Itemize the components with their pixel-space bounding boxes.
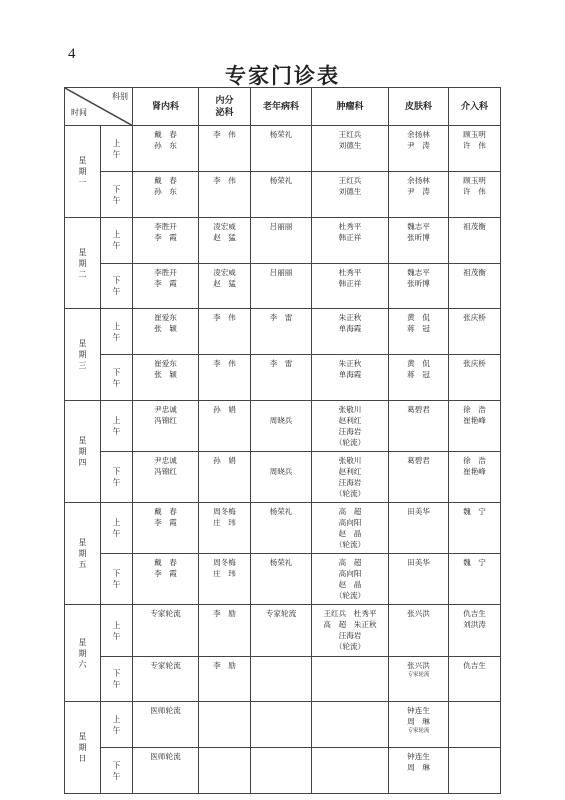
doctor-name: 专家轮流 — [407, 728, 430, 735]
doctor-name: （轮流） — [334, 591, 366, 601]
doctor-name: 赵 晶 — [338, 529, 362, 539]
doctor-name: 专家轮流 — [150, 609, 181, 619]
doctor-name: 蒋 冠 — [407, 370, 430, 380]
department-header: 皮肤科 — [389, 88, 449, 126]
doctor-cell — [251, 605, 312, 656]
doctor-name: 杨荣礼 — [269, 176, 293, 186]
time-slot-label: 上午 — [112, 518, 121, 539]
doctor-name: 专家轮流 — [150, 660, 181, 670]
time-slot-cell — [101, 172, 133, 218]
schedule-row — [65, 503, 501, 554]
time-slot-label: 下午 — [112, 569, 121, 590]
doctor-cell — [449, 702, 501, 748]
doctor-name: 单海霞 — [338, 370, 362, 380]
doctor-cell — [251, 503, 312, 554]
doctor-name: 赵 猛 — [213, 278, 236, 288]
doctor-cell — [133, 656, 199, 702]
doctor-name: 李 霞 — [154, 569, 177, 579]
doctor-name: 庄 玮 — [213, 569, 236, 579]
doctor-cell — [389, 452, 449, 503]
weekday-label: 星期六 — [78, 637, 87, 669]
weekday-label: 星期二 — [78, 247, 87, 279]
doctor-name: 张兴洪 — [407, 609, 430, 619]
doctor-cell — [199, 554, 251, 605]
doctor-cell — [251, 263, 312, 309]
doctor-name: 张 颖 — [154, 324, 177, 334]
doctor-cell — [251, 172, 312, 218]
doctor-cell — [389, 503, 449, 554]
doctor-name: 孙 娟 — [213, 456, 236, 466]
schedule-row — [65, 126, 501, 172]
doctor-name: 崔艳峰 — [463, 416, 486, 426]
doctor-name: 李 伟 — [213, 176, 236, 186]
doctor-cell — [199, 309, 251, 355]
doctor-name: 医师轮流 — [150, 706, 181, 716]
doctor-cell — [312, 172, 389, 218]
doctor-cell — [449, 503, 501, 554]
doctor-cell — [312, 355, 389, 401]
doctor-name: 魏志平 — [407, 267, 430, 277]
doctor-name: 顾玉明 — [463, 176, 486, 186]
time-slot-cell — [101, 217, 133, 263]
doctor-name: 余扬林 — [407, 130, 430, 140]
weekday-label: 星期三 — [78, 339, 87, 371]
doctor-name: 戴 春 — [154, 507, 177, 517]
doctor-cell — [251, 355, 312, 401]
weekday-cell — [65, 309, 101, 401]
doctor-name: （轮流） — [334, 540, 366, 550]
schedule-row — [65, 656, 501, 702]
doctor-cell — [312, 503, 389, 554]
time-slot-cell — [101, 263, 133, 309]
corner-time-label: 时间 — [71, 108, 87, 118]
time-slot-label: 上午 — [112, 138, 121, 159]
doctor-name: 仇吉生 — [463, 609, 486, 619]
doctor-cell — [389, 309, 449, 355]
doctor-name: 韩正祥 — [338, 278, 362, 288]
doctor-cell — [389, 263, 449, 309]
time-slot-cell — [101, 401, 133, 452]
doctor-cell — [312, 452, 389, 503]
doctor-name: 钟连生 — [407, 752, 430, 762]
doctor-name: 冯锦红 — [154, 467, 177, 477]
header-row — [65, 88, 501, 126]
doctor-cell — [251, 126, 312, 172]
doctor-name: 李 霞 — [154, 518, 177, 528]
doctor-cell — [133, 401, 199, 452]
doctor-cell — [312, 554, 389, 605]
doctor-name: 单海霞 — [338, 324, 362, 334]
weekday-cell — [65, 605, 101, 702]
time-slot-cell — [101, 605, 133, 656]
doctor-cell — [251, 656, 312, 702]
doctor-cell — [312, 702, 389, 748]
doctor-name: 黄 侃 — [407, 359, 430, 369]
doctor-cell — [199, 355, 251, 401]
doctor-cell — [133, 217, 199, 263]
weekday-label: 星期一 — [78, 156, 87, 188]
doctor-name: 孙 东 — [154, 187, 177, 197]
doctor-name: 朱正秋 — [338, 359, 362, 369]
doctor-cell — [199, 503, 251, 554]
doctor-cell — [449, 355, 501, 401]
doctor-name: 钟连生 — [407, 706, 430, 716]
doctor-cell — [133, 355, 199, 401]
doctor-cell — [449, 309, 501, 355]
doctor-cell — [449, 605, 501, 656]
schedule-row — [65, 452, 501, 503]
doctor-name: 戴 春 — [154, 176, 177, 186]
time-slot-label: 下午 — [112, 668, 121, 689]
doctor-name: 周冬梅 — [213, 507, 236, 517]
schedule-row — [65, 401, 501, 452]
doctor-cell — [449, 656, 501, 702]
weekday-label: 星期五 — [78, 538, 87, 570]
doctor-name: 田美华 — [407, 558, 430, 568]
doctor-name: 朱正秋 — [338, 313, 362, 323]
doctor-name: 蒋 冠 — [407, 324, 430, 334]
doctor-name: 孙 东 — [154, 141, 177, 151]
doctor-name: 汪海岩 — [338, 478, 362, 488]
doctor-cell — [199, 126, 251, 172]
doctor-name: 高 超 朱正秋 — [323, 620, 377, 630]
doctor-name: 高 超 — [338, 507, 362, 517]
doctor-name: 王红兵 杜秀平 — [323, 609, 377, 619]
time-slot-label: 下午 — [112, 184, 121, 205]
doctor-name: 杜秀平 — [338, 221, 362, 231]
clinic-schedule-table — [64, 87, 500, 794]
doctor-cell — [251, 554, 312, 605]
doctor-cell — [251, 702, 312, 748]
doctor-name: 刘洪涛 — [463, 620, 486, 630]
doctor-name: 尹 涛 — [407, 141, 430, 151]
doctor-cell — [389, 656, 449, 702]
time-slot-label: 下午 — [112, 367, 121, 388]
doctor-name: 杨荣礼 — [269, 130, 293, 140]
doctor-name: 庄 玮 — [213, 518, 236, 528]
doctor-cell — [312, 748, 389, 794]
doctor-cell — [199, 263, 251, 309]
schedule-row — [65, 172, 501, 218]
doctor-name: 杜秀平 — [338, 267, 362, 277]
doctor-name: 崔爱东 — [154, 313, 177, 323]
doctor-name: 周冬梅 — [213, 558, 236, 568]
time-slot-label: 下午 — [112, 276, 121, 297]
doctor-cell — [251, 401, 312, 452]
doctor-name: 汪海岩 — [338, 427, 362, 437]
doctor-name: 汪海岩 — [338, 631, 362, 641]
doctor-cell — [133, 748, 199, 794]
doctor-name: 魏 宁 — [463, 507, 486, 517]
schedule-row — [65, 605, 501, 656]
doctor-cell — [199, 172, 251, 218]
doctor-cell — [389, 217, 449, 263]
doctor-cell — [251, 217, 312, 263]
doctor-cell — [133, 452, 199, 503]
doctor-name: 王红兵 — [338, 130, 362, 140]
doctor-cell — [133, 503, 199, 554]
doctor-name: 赵利红 — [338, 467, 362, 477]
doctor-name: 尹 涛 — [407, 187, 430, 197]
doctor-name: 凌宏威 — [213, 221, 236, 231]
doctor-name: 张昕博 — [407, 278, 430, 288]
doctor-name: 尹忠诚 — [154, 456, 177, 466]
time-slot-label: 上午 — [112, 321, 121, 342]
schedule-row — [65, 702, 501, 748]
doctor-name: 张敬川 — [338, 456, 362, 466]
doctor-name: 崔艳峰 — [463, 467, 486, 477]
time-slot-cell — [101, 503, 133, 554]
doctor-name: 许 伟 — [463, 187, 486, 197]
doctor-name: 专家轮流 — [265, 609, 297, 619]
weekday-cell — [65, 401, 101, 503]
doctor-name: 高向阳 — [338, 518, 362, 528]
doctor-name: 尹忠诚 — [154, 405, 177, 415]
time-slot-cell — [101, 126, 133, 172]
doctor-cell — [389, 172, 449, 218]
doctor-name: 李 霞 — [154, 278, 177, 288]
page-title: 专家门诊表 — [225, 64, 340, 88]
doctor-name: 田美华 — [407, 507, 430, 517]
doctor-name: 韩正祥 — [338, 232, 362, 242]
doctor-cell — [133, 605, 199, 656]
page-number: 4 — [68, 46, 76, 62]
time-slot-cell — [101, 702, 133, 748]
doctor-cell — [389, 355, 449, 401]
doctor-name: 祖茂衡 — [463, 267, 486, 277]
weekday-cell — [65, 702, 101, 794]
schedule-row — [65, 309, 501, 355]
doctor-name: 赵 猛 — [213, 232, 236, 242]
doctor-cell — [251, 309, 312, 355]
weekday-cell — [65, 217, 101, 309]
time-slot-label: 上午 — [112, 714, 121, 735]
department-header: 内分 泌科 — [199, 88, 251, 126]
weekday-label: 星期四 — [78, 436, 87, 468]
doctor-cell — [449, 172, 501, 218]
time-slot-label: 上午 — [112, 416, 121, 437]
doctor-name: 李 伟 — [213, 130, 236, 140]
doctor-cell — [199, 401, 251, 452]
doctor-name: （轮流） — [334, 489, 366, 499]
doctor-name: 赵 晶 — [338, 580, 362, 590]
time-slot-label: 上午 — [112, 230, 121, 251]
doctor-cell — [312, 656, 389, 702]
doctor-cell — [312, 309, 389, 355]
doctor-name: 张敬川 — [338, 405, 362, 415]
doctor-name: 高向阳 — [338, 569, 362, 579]
doctor-name: 周晓兵 — [269, 467, 293, 477]
doctor-cell — [312, 401, 389, 452]
doctor-name: 李 伟 — [213, 359, 236, 369]
doctor-cell — [312, 126, 389, 172]
doctor-name: 李 雷 — [269, 359, 293, 369]
doctor-cell — [312, 605, 389, 656]
doctor-cell — [449, 401, 501, 452]
doctor-cell — [133, 309, 199, 355]
corner-header — [65, 88, 133, 126]
doctor-name: 李 伟 — [213, 313, 236, 323]
weekday-cell — [65, 503, 101, 605]
doctor-name: 杨荣礼 — [269, 558, 293, 568]
doctor-name: 凌宏威 — [213, 267, 236, 277]
schedule-row — [65, 217, 501, 263]
doctor-name: 魏志平 — [407, 221, 430, 231]
doctor-name: 崔爱东 — [154, 359, 177, 369]
doctor-name: 仇吉生 — [463, 660, 486, 670]
doctor-cell — [199, 702, 251, 748]
doctor-cell — [133, 126, 199, 172]
time-slot-label: 下午 — [112, 467, 121, 488]
doctor-name: 周晓兵 — [269, 416, 293, 426]
doctor-name: 张兴洪 — [407, 660, 430, 670]
doctor-cell — [199, 217, 251, 263]
doctor-cell — [449, 748, 501, 794]
time-slot-cell — [101, 656, 133, 702]
doctor-cell — [133, 263, 199, 309]
doctor-name: 高 超 — [338, 558, 362, 568]
doctor-cell — [389, 126, 449, 172]
doctor-cell — [389, 401, 449, 452]
doctor-cell — [389, 605, 449, 656]
doctor-name: 余扬林 — [407, 176, 430, 186]
weekday-label: 星期日 — [78, 732, 87, 764]
doctor-name: 黄 侃 — [407, 313, 430, 323]
time-slot-cell — [101, 355, 133, 401]
doctor-cell — [389, 748, 449, 794]
doctor-name: 吕丽丽 — [269, 221, 293, 231]
department-header: 介入科 — [449, 88, 501, 126]
department-header: 肾内科 — [133, 88, 199, 126]
doctor-name: 李 励 — [213, 660, 236, 670]
department-header: 肿瘤科 — [312, 88, 389, 126]
time-slot-cell — [101, 748, 133, 794]
doctor-cell — [449, 452, 501, 503]
doctor-name: 许 伟 — [463, 141, 486, 151]
doctor-name: 祖茂衡 — [463, 221, 486, 231]
doctor-cell — [449, 217, 501, 263]
doctor-name: 杨荣礼 — [269, 507, 293, 517]
doctor-cell — [199, 748, 251, 794]
time-slot-cell — [101, 309, 133, 355]
schedule-row — [65, 263, 501, 309]
doctor-name: （轮流） — [334, 642, 366, 652]
doctor-name: 张 颖 — [154, 370, 177, 380]
doctor-name: 张庆桥 — [463, 313, 486, 323]
doctor-cell — [449, 263, 501, 309]
doctor-name: 葛碧君 — [407, 405, 430, 415]
doctor-cell — [251, 452, 312, 503]
doctor-cell — [133, 702, 199, 748]
doctor-name — [251, 455, 311, 466]
doctor-name: 李 励 — [213, 609, 236, 619]
doctor-name: （轮流） — [334, 438, 366, 448]
doctor-name: 徐 浩 — [463, 456, 486, 466]
doctor-name: 刘德生 — [338, 187, 362, 197]
doctor-name: 孙 娟 — [213, 405, 236, 415]
doctor-name: 周 琳 — [407, 717, 430, 727]
doctor-name: 李 霞 — [154, 232, 177, 242]
doctor-name — [251, 404, 311, 415]
doctor-name: 赵利红 — [338, 416, 362, 426]
doctor-cell — [312, 217, 389, 263]
doctor-name: 顾玉明 — [463, 130, 486, 140]
doctor-cell — [133, 172, 199, 218]
doctor-cell — [449, 554, 501, 605]
doctor-name: 张昕博 — [407, 232, 430, 242]
time-slot-cell — [101, 452, 133, 503]
department-header: 老年病科 — [251, 88, 312, 126]
doctor-name: 葛碧君 — [407, 456, 430, 466]
doctor-name: 李 雷 — [269, 313, 293, 323]
doctor-cell — [199, 605, 251, 656]
doctor-cell — [389, 554, 449, 605]
doctor-name: 戴 春 — [154, 130, 177, 140]
doctor-name: 王红兵 — [338, 176, 362, 186]
doctor-name: 冯锦红 — [154, 416, 177, 426]
schedule-row — [65, 355, 501, 401]
doctor-cell — [449, 126, 501, 172]
doctor-name: 张庆桥 — [463, 359, 486, 369]
time-slot-cell — [101, 554, 133, 605]
doctor-name: 李胜开 — [154, 221, 177, 231]
schedule-row — [65, 748, 501, 794]
time-slot-label: 上午 — [112, 620, 121, 641]
doctor-name: 徐 浩 — [463, 405, 486, 415]
doctor-cell — [199, 452, 251, 503]
doctor-name: 专家轮流 — [407, 671, 430, 678]
schedule-row — [65, 554, 501, 605]
doctor-cell — [389, 702, 449, 748]
doctor-name: 周 琳 — [407, 763, 430, 773]
doctor-cell — [133, 554, 199, 605]
time-slot-label: 下午 — [112, 760, 121, 781]
doctor-cell — [199, 656, 251, 702]
doctor-cell — [312, 263, 389, 309]
doctor-name: 刘德生 — [338, 141, 362, 151]
corner-department-label: 科别 — [112, 92, 128, 101]
weekday-cell — [65, 126, 101, 218]
doctor-name: 李胜开 — [154, 267, 177, 277]
doctor-name: 吕丽丽 — [269, 267, 293, 277]
doctor-name: 魏 宁 — [463, 558, 486, 568]
doctor-name: 医师轮流 — [150, 752, 181, 762]
doctor-name: 戴 春 — [154, 558, 177, 568]
doctor-cell — [251, 748, 312, 794]
